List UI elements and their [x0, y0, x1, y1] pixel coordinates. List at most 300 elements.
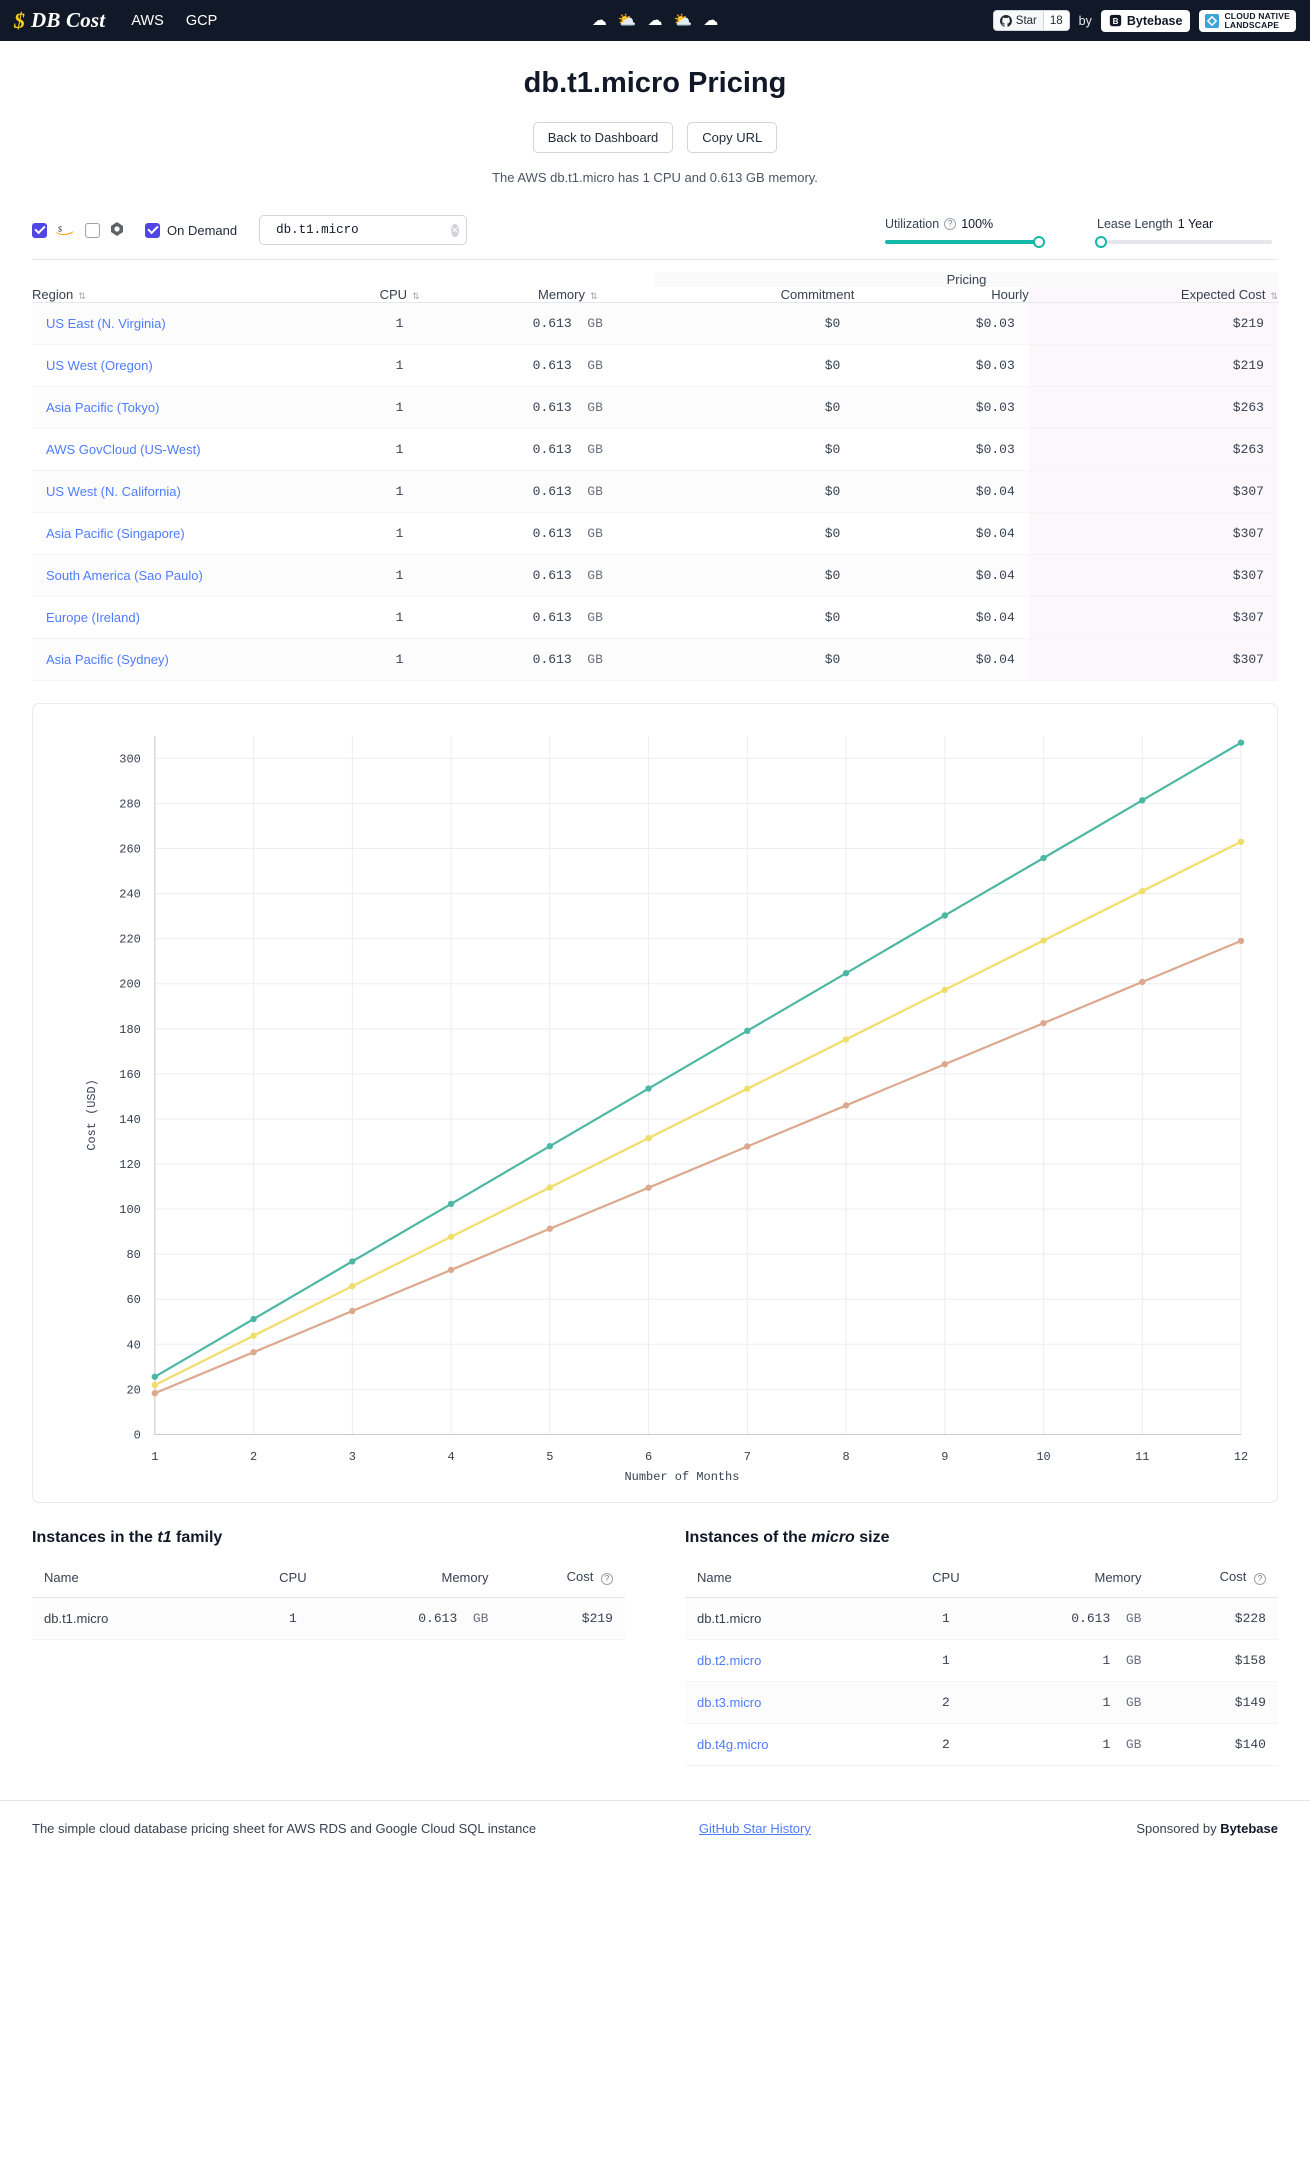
chart-point: [250, 1349, 256, 1355]
chart-point: [645, 1185, 651, 1191]
region-link[interactable]: Asia Pacific (Sydney): [46, 652, 169, 667]
slider-group-container: [885, 217, 1278, 244]
cell-cpu: 1: [319, 555, 481, 597]
chart-point: [843, 1036, 849, 1042]
size-header-row: [685, 1559, 1278, 1598]
x-axis-tick-label: 12: [1233, 1450, 1249, 1465]
cloud-icon: ☁: [647, 12, 663, 29]
table-row[interactable]: [32, 345, 1278, 387]
x-axis-tick-label: 5: [546, 1450, 554, 1465]
footer-mid: [699, 1821, 811, 1836]
top-navbar: [0, 0, 1310, 41]
pricing-table-body: [32, 303, 1278, 681]
chart-x-axis-ticks: [151, 1450, 1248, 1464]
page-footer: [0, 1800, 1310, 1856]
column-label-expected-cost: Expected Cost: [1180, 287, 1266, 302]
chart-point: [1139, 888, 1145, 894]
y-axis-tick-label: 220: [119, 932, 141, 947]
cell-commitment: $0: [655, 429, 854, 471]
table-row[interactable]: [32, 597, 1278, 639]
cell-expected-cost: $307: [1029, 471, 1278, 513]
size-column-cpu: CPU: [887, 1559, 1006, 1598]
instance-link[interactable]: db.t2.micro: [697, 1653, 762, 1668]
empty-group-cell: [32, 272, 655, 287]
cost-over-months-chart: [43, 718, 1267, 1492]
sort-icon[interactable]: ⇅: [589, 291, 598, 301]
by-label: by: [1078, 13, 1092, 28]
nav-right-group: [993, 10, 1296, 32]
github-star-badge[interactable]: [993, 10, 1070, 31]
cell-expected-cost: $219: [1029, 303, 1278, 345]
page-title: db.t1.micro Pricing: [523, 67, 787, 99]
on-demand-checkbox[interactable]: [145, 223, 160, 238]
help-icon[interactable]: ?: [601, 1573, 613, 1585]
y-axis-tick-label: 0: [133, 1428, 141, 1443]
cell-memory: 0.613 GB: [481, 303, 655, 345]
column-header-commitment[interactable]: Commitment: [655, 287, 854, 303]
y-axis-tick-label: 80: [126, 1248, 141, 1263]
utilization-value: 100%: [961, 216, 994, 231]
size-column-name: Name: [685, 1559, 887, 1598]
region-link[interactable]: AWS GovCloud (US-West): [46, 442, 201, 457]
cell-hourly: $0.03: [854, 345, 1028, 387]
cell-memory: 0.613 GB: [352, 1598, 500, 1640]
family-instances-panel: [32, 1529, 655, 1766]
page-subtitle: The AWS db.t1.micro has 1 CPU and 0.613 GB memory.: [492, 170, 818, 185]
table-row[interactable]: [32, 387, 1278, 429]
region-link[interactable]: Asia Pacific (Tokyo): [46, 400, 160, 415]
cell-cpu: 1: [887, 1640, 1006, 1682]
page-body: [0, 67, 1310, 1856]
filter-bar: [32, 215, 1278, 260]
cell-expected-cost: $307: [1029, 597, 1278, 639]
github-star-segment[interactable]: [994, 11, 1043, 30]
copy-url-button[interactable]: Copy URL: [687, 122, 777, 153]
chart-point: [152, 1374, 158, 1380]
cell-name[interactable]: [685, 1682, 887, 1724]
on-demand-filter[interactable]: [145, 223, 237, 238]
column-label-cpu: CPU: [379, 287, 408, 302]
back-to-dashboard-button[interactable]: Back to Dashboard: [533, 122, 674, 153]
family-column-name: Name: [32, 1559, 234, 1598]
chart-point: [1238, 938, 1244, 944]
region-link[interactable]: South America (Sao Paulo): [46, 568, 203, 583]
cell-cpu: 1: [887, 1598, 1006, 1640]
cell-commitment: $0: [655, 639, 854, 681]
chart-point: [349, 1283, 355, 1289]
brand-logo[interactable]: [14, 8, 105, 33]
family-instances-table: [32, 1559, 625, 1640]
cell-hourly: $0.04: [854, 513, 1028, 555]
size-instances-panel: [655, 1529, 1278, 1766]
column-label-memory: Memory: [538, 287, 585, 302]
y-axis-tick-label: 260: [119, 842, 141, 857]
pricing-table: [32, 272, 1278, 681]
cell-expected-cost: $263: [1029, 429, 1278, 471]
nav-link-gcp[interactable]: GCP: [185, 12, 218, 29]
cell-cpu: 1: [319, 387, 481, 429]
cell-cpu: 1: [319, 345, 481, 387]
y-axis-tick-label: 20: [126, 1383, 141, 1398]
cell-cpu: 1: [319, 303, 481, 345]
size-table-body: [685, 1598, 1278, 1766]
chart-point: [645, 1085, 651, 1091]
chart-point: [942, 912, 948, 918]
family-title-suffix: family: [171, 1529, 223, 1546]
cloud-sun-icon: ⛅: [673, 12, 693, 29]
size-instances-table: [685, 1559, 1278, 1766]
column-header-cpu[interactable]: [319, 287, 481, 303]
cell-cost: $219: [500, 1598, 625, 1640]
x-axis-tick-label: 4: [447, 1450, 455, 1465]
region-link[interactable]: Asia Pacific (Singapore): [46, 526, 185, 541]
cell-cost: $149: [1153, 1682, 1278, 1724]
family-cost-label: Cost: [566, 1569, 594, 1584]
cell-region[interactable]: [32, 555, 319, 597]
cell-hourly: $0.03: [854, 429, 1028, 471]
cell-expected-cost: $307: [1029, 513, 1278, 555]
size-title-emphasis: micro: [811, 1529, 855, 1546]
aws-logo-icon: [56, 222, 76, 239]
cncf-icon: [1205, 14, 1219, 28]
clear-search-icon[interactable]: ✕: [451, 224, 459, 235]
cell-memory: 0.613 GB: [481, 345, 655, 387]
pricing-group-label: Pricing: [655, 272, 1278, 287]
y-axis-tick-label: 240: [119, 887, 141, 902]
cell-commitment: $0: [655, 387, 854, 429]
region-link[interactable]: US East (N. Virginia): [46, 316, 166, 331]
y-axis-tick-label: 60: [126, 1293, 141, 1308]
family-title-prefix: Instances in the: [32, 1529, 158, 1546]
github-star-count: 18: [1043, 11, 1069, 30]
table-row[interactable]: [32, 555, 1278, 597]
cell-memory: 0.613 GB: [481, 555, 655, 597]
x-axis-tick-label: 1: [151, 1450, 159, 1465]
cell-cpu: 1: [319, 471, 481, 513]
chart-line: [155, 941, 1241, 1393]
nav-link-aws[interactable]: AWS: [131, 12, 164, 29]
table-row[interactable]: [685, 1598, 1278, 1640]
bytebase-label: Bytebase: [1126, 13, 1183, 28]
cell-memory: 1 GB: [1005, 1682, 1153, 1724]
size-column-cost: [1153, 1559, 1278, 1598]
y-axis-tick-label: 140: [119, 1112, 141, 1127]
lease-slider[interactable]: [1097, 240, 1272, 244]
sort-icon[interactable]: ⇅: [412, 291, 420, 301]
column-header-memory[interactable]: [481, 287, 655, 303]
size-title-prefix: Instances of the: [685, 1529, 812, 1546]
cell-region[interactable]: [32, 639, 319, 681]
chart-point: [942, 987, 948, 993]
family-column-cost: [500, 1559, 625, 1598]
cell-hourly: $0.04: [854, 597, 1028, 639]
y-axis-tick-label: 100: [119, 1203, 141, 1218]
cncf-badge[interactable]: [1199, 10, 1296, 32]
cell-name[interactable]: [685, 1640, 887, 1682]
chart-series-group: [152, 739, 1245, 1396]
family-table-body: [32, 1598, 625, 1640]
related-instances-section: [32, 1529, 1278, 1766]
table-row[interactable]: [32, 639, 1278, 681]
x-axis-tick-label: 7: [743, 1450, 751, 1465]
cell-memory: 0.613 GB: [481, 471, 655, 513]
cell-name[interactable]: [685, 1598, 887, 1640]
x-axis-tick-label: 6: [644, 1450, 653, 1465]
chart-point: [349, 1258, 355, 1264]
x-axis-tick-label: 9: [941, 1450, 949, 1465]
cell-hourly: $0.03: [854, 387, 1028, 429]
y-axis-tick-label: 40: [126, 1338, 141, 1353]
cloud-decoration: [592, 13, 718, 28]
cell-memory: 1 GB: [1005, 1640, 1153, 1682]
cell-memory: 0.613 GB: [481, 429, 655, 471]
family-column-memory: Memory: [352, 1559, 500, 1598]
table-row[interactable]: [32, 471, 1278, 513]
cncf-line2: LANDSCAPE: [1224, 19, 1280, 30]
cell-cpu: 2: [887, 1724, 1006, 1766]
chart-point: [547, 1184, 553, 1190]
aws-checkbox[interactable]: [32, 223, 47, 238]
cloud-provider-toggles: [32, 221, 125, 240]
chart-point: [1238, 739, 1244, 745]
sponsor-prefix: Sponsored by: [1136, 1821, 1221, 1836]
family-header-row: [32, 1559, 625, 1598]
on-demand-label: On Demand: [167, 222, 238, 238]
chart-y-axis-title: Cost (USD): [84, 1079, 99, 1151]
cell-hourly: $0.03: [854, 303, 1028, 345]
cell-expected-cost: $219: [1029, 345, 1278, 387]
gcp-checkbox[interactable]: [85, 223, 100, 238]
chart-point: [1139, 979, 1145, 985]
region-link[interactable]: US West (Oregon): [46, 358, 153, 373]
instance-name: db.t1.micro: [697, 1611, 762, 1626]
brand-title: DB Cost: [31, 8, 106, 32]
y-axis-tick-label: 180: [119, 1022, 141, 1037]
lease-length-value: 1 Year: [1177, 216, 1214, 231]
chart-point: [942, 1061, 948, 1067]
family-title-emphasis: t1: [157, 1529, 172, 1546]
header-actions: [0, 122, 1310, 153]
y-axis-tick-label: 280: [119, 797, 141, 812]
y-axis-tick-label: 120: [119, 1158, 141, 1172]
cell-region[interactable]: [32, 429, 319, 471]
github-star-label: Star: [1015, 14, 1037, 27]
table-row[interactable]: [32, 1598, 625, 1640]
cell-expected-cost: $307: [1029, 555, 1278, 597]
y-axis-tick-label: 300: [119, 752, 141, 767]
pricing-column-header-row: [32, 287, 1278, 303]
table-row[interactable]: [685, 1682, 1278, 1724]
chart-point: [843, 970, 849, 976]
aws-icon-svg: [56, 222, 76, 236]
lease-length-label: Lease Length: [1097, 216, 1173, 231]
search-input[interactable]: [274, 222, 445, 238]
chart-point: [547, 1143, 553, 1149]
cell-expected-cost: $307: [1029, 639, 1278, 681]
cloud-sun-icon: ⛅: [617, 12, 637, 29]
cell-memory: 1 GB: [1005, 1724, 1153, 1766]
family-instances-title: [32, 1529, 625, 1547]
size-table-head: [685, 1559, 1278, 1598]
lease-slider-group: [1097, 217, 1272, 244]
instance-link[interactable]: db.t4g.micro: [697, 1737, 769, 1752]
cell-memory: 0.613 GB: [481, 387, 655, 429]
cncf-text: [1224, 12, 1290, 30]
github-icon: [1000, 15, 1012, 27]
chart-point: [250, 1316, 256, 1322]
column-header-region[interactable]: [32, 287, 319, 303]
cell-name[interactable]: [32, 1598, 234, 1640]
lease-label-row: [1097, 217, 1272, 231]
cloud-icon: ☁: [703, 12, 719, 29]
cell-hourly: $0.04: [854, 555, 1028, 597]
cell-region[interactable]: [32, 597, 319, 639]
search-box[interactable]: [259, 215, 467, 245]
utilization-slider[interactable]: [885, 240, 1045, 244]
cell-cpu: 1: [234, 1598, 353, 1640]
y-axis-tick-label: 200: [119, 977, 141, 992]
chart-point: [547, 1226, 553, 1232]
cell-cost: $140: [1153, 1724, 1278, 1766]
x-axis-tick-label: 10: [1036, 1450, 1051, 1465]
cell-memory: 0.613 GB: [1005, 1598, 1153, 1640]
table-row[interactable]: [32, 513, 1278, 555]
pricing-table-head: [32, 272, 1278, 303]
cell-memory: 0.613 GB: [481, 597, 655, 639]
table-row[interactable]: [32, 303, 1278, 345]
chart-line: [155, 743, 1241, 1377]
help-icon[interactable]: ?: [1254, 1573, 1266, 1585]
utilization-slider-fill: [885, 240, 1045, 244]
instance-name: db.t1.micro: [44, 1611, 109, 1626]
size-instances-title: [685, 1529, 1278, 1547]
cloud-icon: ☁: [591, 12, 607, 29]
cell-region[interactable]: [32, 471, 319, 513]
instance-link[interactable]: db.t3.micro: [697, 1695, 762, 1710]
cell-commitment: $0: [655, 513, 854, 555]
cell-memory: 0.613 GB: [481, 639, 655, 681]
chart-point: [744, 1028, 750, 1034]
cell-name[interactable]: [685, 1724, 887, 1766]
cell-hourly: $0.04: [854, 471, 1028, 513]
x-axis-tick-label: 8: [842, 1450, 850, 1465]
family-table-head: [32, 1559, 625, 1598]
dollar-icon: $: [14, 7, 25, 33]
cell-commitment: $0: [655, 471, 854, 513]
chart-point: [1040, 937, 1046, 943]
cell-memory: 0.613 GB: [481, 513, 655, 555]
gcp-icon-svg: [109, 221, 125, 237]
sort-icon[interactable]: ⇅: [78, 291, 86, 301]
table-row[interactable]: [685, 1640, 1278, 1682]
chart-point: [250, 1333, 256, 1339]
chart-point: [645, 1135, 651, 1141]
gcp-logo-icon: [109, 221, 125, 240]
cell-commitment: $0: [655, 597, 854, 639]
footer-tagline: The simple cloud database pricing sheet for AWS RDS and Google Cloud SQL instance: [32, 1821, 537, 1836]
size-column-memory: Memory: [1005, 1559, 1153, 1598]
region-link[interactable]: Europe (Ireland): [46, 610, 140, 625]
size-title-suffix: size: [854, 1529, 890, 1546]
nav-links: [131, 13, 217, 29]
x-axis-tick-label: 2: [249, 1450, 258, 1465]
utilization-label: Utilization: [885, 216, 940, 231]
cell-region[interactable]: [32, 387, 319, 429]
lease-slider-knob[interactable]: [1095, 236, 1107, 248]
help-icon[interactable]: ?: [944, 218, 956, 230]
sponsor-brand[interactable]: Bytebase: [1220, 1821, 1278, 1836]
cncf-line1: CLOUD NATIVE: [1224, 10, 1290, 21]
cell-cpu: 1: [319, 429, 481, 471]
region-link[interactable]: US West (N. California): [46, 484, 181, 499]
cell-cpu: 1: [319, 597, 481, 639]
cell-hourly: $0.04: [854, 639, 1028, 681]
cell-region[interactable]: [32, 345, 319, 387]
table-row[interactable]: [32, 429, 1278, 471]
svg-text:B: B: [1112, 16, 1119, 26]
chart-point: [1040, 1020, 1046, 1026]
cell-cost: $158: [1153, 1640, 1278, 1682]
cell-cost: $228: [1153, 1598, 1278, 1640]
github-star-history-link[interactable]: GitHub Star History: [698, 1821, 811, 1836]
cell-region[interactable]: [32, 303, 319, 345]
cell-commitment: $0: [655, 345, 854, 387]
chart-point: [152, 1390, 158, 1396]
cell-cpu: 1: [319, 639, 481, 681]
x-axis-tick-label: 11: [1135, 1450, 1150, 1465]
chart-point: [1238, 839, 1244, 845]
cell-commitment: $0: [655, 303, 854, 345]
chart-point: [448, 1201, 454, 1207]
utilization-label-row: [885, 217, 1045, 231]
footer-sponsor: [1136, 1821, 1278, 1836]
size-cost-label: Cost: [1219, 1569, 1247, 1584]
chart-point: [1040, 855, 1046, 861]
chart-y-axis-ticks: [119, 752, 141, 1442]
x-axis-tick-label: 3: [348, 1450, 356, 1465]
chart-x-axis-title: Number of Months: [624, 1470, 740, 1485]
chart-point: [448, 1234, 454, 1240]
chart-point: [152, 1382, 158, 1388]
utilization-slider-knob[interactable]: [1033, 236, 1045, 248]
pricing-group-header-row: [32, 272, 1278, 287]
utilization-slider-group: [885, 217, 1045, 244]
family-column-cpu: CPU: [234, 1559, 353, 1598]
chart-point: [1139, 797, 1145, 803]
cell-expected-cost: $263: [1029, 387, 1278, 429]
chart-point: [744, 1143, 750, 1149]
cell-cpu: 2: [887, 1682, 1006, 1724]
chart-point: [349, 1308, 355, 1314]
chart-gridlines: [155, 736, 1241, 1435]
column-header-hourly[interactable]: Hourly: [854, 287, 1028, 303]
chart-point: [843, 1102, 849, 1108]
chart-point: [744, 1086, 750, 1092]
bytebase-badge[interactable]: [1101, 10, 1191, 32]
chart-point: [448, 1267, 454, 1273]
cell-cpu: 1: [319, 513, 481, 555]
column-label-region: Region: [32, 287, 74, 302]
pricing-table-wrapper: [32, 272, 1278, 681]
y-axis-tick-label: 160: [119, 1067, 141, 1082]
sort-icon-active[interactable]: ⇅: [1270, 291, 1278, 301]
column-header-expected-cost[interactable]: [1029, 287, 1278, 303]
cell-commitment: $0: [655, 555, 854, 597]
bytebase-logo-icon: [1109, 14, 1122, 27]
cell-region[interactable]: [32, 513, 319, 555]
chart-line: [155, 842, 1241, 1385]
table-row[interactable]: [685, 1724, 1278, 1766]
